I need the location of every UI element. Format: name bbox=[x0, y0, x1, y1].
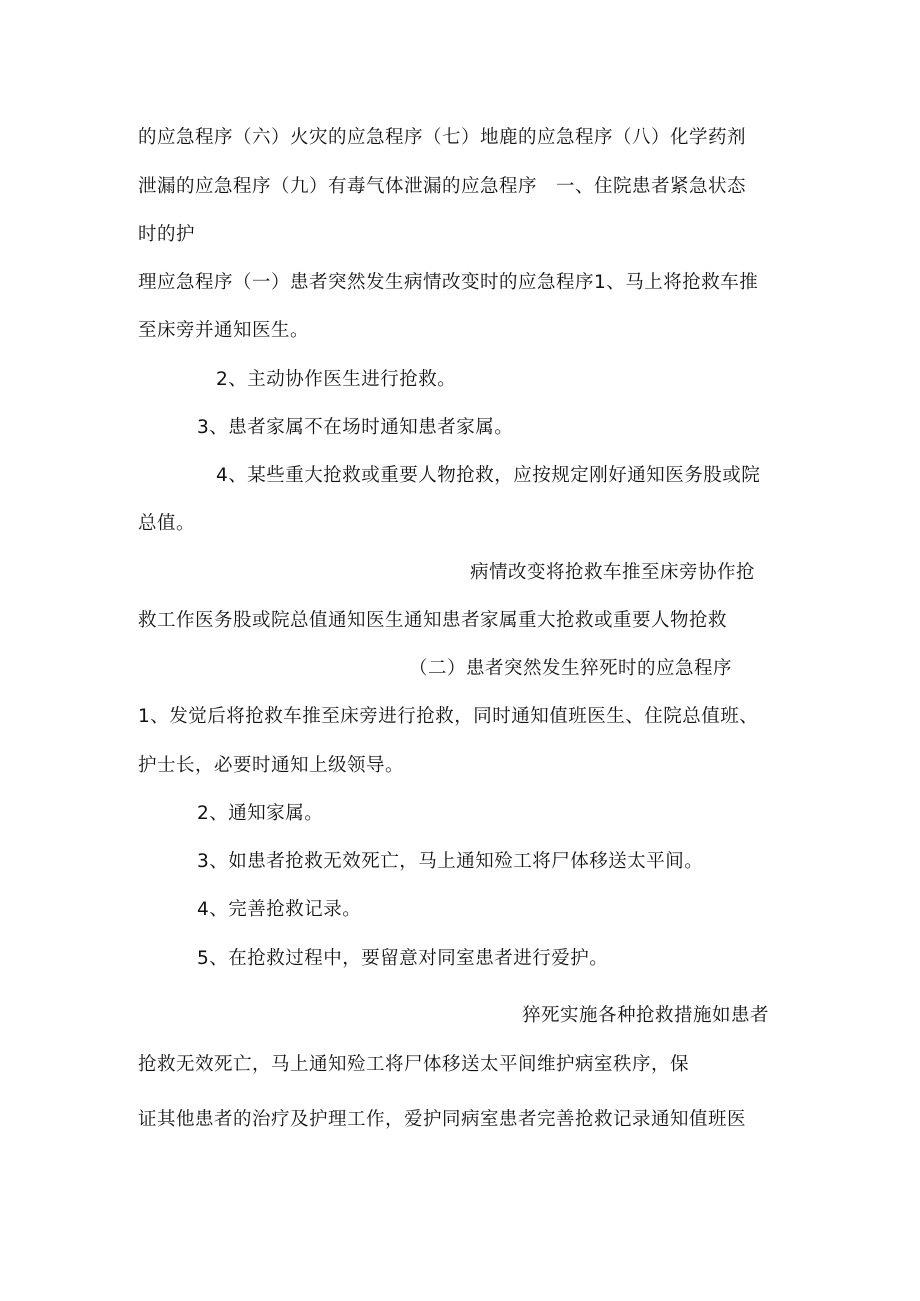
text-line: 4、完善抢救记录。 bbox=[197, 899, 362, 920]
text-line: 理应急程序（一）患者突然发生病情改变时的应急程序1、马上将抢救车推 bbox=[138, 272, 759, 293]
text-line: 总值。 bbox=[138, 513, 196, 534]
text-line: 猝死实施各种抢救措施如患者 bbox=[522, 1005, 770, 1026]
text-line: 5、在抢救过程中，要留意对同室患者进行爱护。 bbox=[197, 948, 609, 969]
text-line: 病情改变将抢救车推至床旁协作抢 bbox=[470, 562, 756, 583]
text-line: 3、患者家属不在场时通知患者家属。 bbox=[197, 417, 514, 438]
text-line: 4、某些重大抢救或重要人物抢救，应按规定刚好通知医务股或院 bbox=[216, 465, 761, 486]
text-line: 2、通知家属。 bbox=[197, 803, 324, 824]
text-line: 救工作医务股或院总值通知医生通知患者家属重大抢救或重要人物抢救 bbox=[138, 610, 728, 631]
text-line: 3、如患者抢救无效死亡，马上通知殓工将尸体移送太平间。 bbox=[197, 851, 704, 872]
text-line: 证其他患者的治疗及护理工作，爱护同病室患者完善抢救记录通知值班医 bbox=[138, 1109, 747, 1130]
text-line: 至床旁并通知医生。 bbox=[138, 320, 310, 341]
text-line: 泄漏的应急程序（九）有毒气体泄漏的应急程序 一、住院患者紧急状态 bbox=[138, 176, 747, 197]
text-line: 的应急程序（六）火灾的应急程序（七）地鹿的应急程序（八）化学药剂 bbox=[138, 127, 747, 148]
text-line: 1、发觉后将抢救车推至床旁进行抢救，同时通知值班医生、住院总值班、 bbox=[138, 706, 759, 727]
text-line: 2、主动协作医生进行抢救。 bbox=[216, 369, 457, 390]
text-line: 护士长，必要时通知上级领导。 bbox=[138, 755, 405, 776]
text-line: 抢救无效死亡，马上通知殓工将尸体移送太平间维护病室秩序，保 bbox=[138, 1054, 690, 1075]
text-line: 时的护 bbox=[138, 224, 196, 245]
text-line: （二）患者突然发生猝死时的应急程序 bbox=[409, 658, 733, 679]
